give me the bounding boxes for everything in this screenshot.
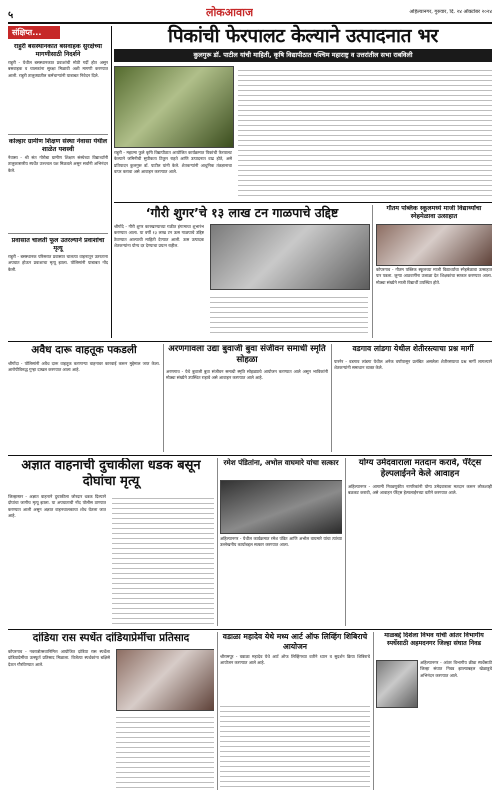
sidebar-item-body: राहुरी - येथील बसस्थानकात प्रवाशांची मोठी गर्दी होत असून बसवाहक व चालकांना सुरक्षा मिळावी अशी मागणी करण्यात आली. राहुरी तालुक्यातील कर्मचाऱ्यांनी याबाबत निवेदन दिले. <box>8 60 108 78</box>
column-divider <box>373 632 374 790</box>
story-voting-appeal <box>348 458 492 626</box>
story-aol-columns <box>220 702 370 788</box>
story-felicitation-photo <box>220 480 342 534</box>
lead-photo <box>114 66 234 148</box>
column-divider <box>372 205 373 338</box>
story-dandiya-body: कोपरगाव - नवरात्रोत्सवानिमित्त आयोजित दांडिया रास स्पर्धेला दांडियाप्रेमींचा उत्स्फूर्त प्रतिसाद मिळाला. विजेत्या स्पर्धकांना बक्षिसे देऊन गौरविण्यात आले. <box>8 649 110 667</box>
story-accident-columns <box>112 494 214 624</box>
story-vadgaon-headline: वडगाव लांडगा येथील शेतीरस्त्याचा प्रश्न मार्गी <box>352 344 474 353</box>
story-school-headline: गौतम पब्लिक स्कूलमध्ये माजी विद्यार्थ्यांचा स्नेहमेळावा उत्साहात <box>386 205 482 220</box>
story-dandiya-columns <box>116 713 214 788</box>
story-school <box>376 205 492 339</box>
section-rule <box>114 202 492 203</box>
story-liquor-body: श्रीगोंदा - पोलिसांनी अवैध दारू वाहतूक करणाऱ्या वाहनावर कारवाई करून मुद्देमाल जप्त केला. आरोपीविरुद्ध गुन्हा दाखल करण्यात आला आहे. <box>8 361 160 373</box>
lead-body: राहुरी - महात्मा फुले कृषि विद्यापीठात आयोजित कार्यक्रमात पिकांची फेरपालट केल्याने जमिनीची सुपीकता टिकून राहते आणि उत्पादनात वाढ होते, असे प्रतिपादन कुलगुरू डॉ. पाटील यांनी केले. शेतकऱ्यांनी आधुनिक तंत्रज्ञानाचा वापर करावा असे आवाहन करण्यात आले. <box>114 150 232 174</box>
story-gauri-columns <box>210 293 368 337</box>
story-sports-headline: माळबद्दे दिशेला विभव यांची आंतर विभागीय स्पर्धेसाठी अहमदनगर जिल्हा संघात निवड <box>384 632 484 647</box>
story-dandiya <box>8 632 214 790</box>
story-voting-headline: योग्य उमेदवाराला मतदान करावे, पॅरेंट्स हेल्पलाईनने केले आवाहन <box>358 458 482 479</box>
story-aol-body: श्रीरामपूर - वडाळा महादेव येथे आर्ट ऑफ लिव्हिंगच्या वतीने ध्यान व सुदर्शन क्रिया शिबिराचे आयोजन करण्यात आले आहे. <box>220 654 370 666</box>
lead-banner: पिकांची फेरपालट केल्याने उत्पादनात भर <box>167 25 439 47</box>
page-number: ५ <box>8 10 14 21</box>
divider <box>8 134 108 135</box>
story-dandiya-photo <box>116 649 214 711</box>
story-vadgaon-body: पारनेर - वडगाव लांडगा येथील अनेक वर्षांपासून प्रलंबित असलेला शेतीरस्त्याचा प्रश्न मार्गी लागल्याने शेतकऱ्यांनी समाधान व्यक्त केले. <box>334 359 492 371</box>
story-felicitation <box>220 458 342 626</box>
story-arangaon-body: अरणगाव - येथे बुवाजी बुवा संजीवन समाधी स्मृति सोहळ्याचे आयोजन करण्यात आले असून भाविकांनी मोठ्या संख्येने उपस्थित राहावे असे आवाहन करण्यात आले आहे. <box>166 369 328 381</box>
column-divider <box>163 344 164 452</box>
section-rule <box>8 629 492 630</box>
story-accident-headline: अज्ञात वाहनाची दुचाकीला धडक बसून दोघांचा मृत्यू <box>21 458 201 489</box>
story-vadgaon <box>334 344 492 452</box>
story-voting-body: अहिल्यानगर - आगामी निवडणुकीत नागरिकांनी योग्य उमेदवाराला मतदान करून लोकशाही बळकट करावी, असे आवाहन पॅरेंट्स हेल्पलाईनच्या वतीने करण्यात आले. <box>348 484 492 496</box>
column-divider <box>217 632 218 790</box>
lead-body-columns <box>238 66 492 198</box>
masthead-logo: लोकआवाज <box>206 6 254 19</box>
masthead <box>8 5 492 21</box>
story-arangaon-headline: अरणगावला उद्या बुवाजी बुवा संजीवन समाधी स्मृति सोहळा <box>168 344 326 365</box>
divider <box>8 233 108 234</box>
story-school-body: कोपरगाव - गौतम पब्लिक स्कूलच्या माजी विद्यार्थ्यांचा स्नेहमेळावा उत्साहात पार पडला. जुन्या आठवणींना उजाळा देत शिक्षकांचा सत्कार करण्यात आला. मोठ्या संख्येने माजी विद्यार्थी उपस्थित होते. <box>376 267 492 285</box>
story-felicitation-body: अहिल्यानगर - येथील कार्यक्रमात रमेश पंडित आणि अभोल वाघमारे यांचा त्यांच्या उल्लेखनीय कार्याबद्दल सत्कार करण्यात आला. <box>220 536 342 548</box>
sidebar-item-headline: प्रवासात चालती फूल उतरल्याने प्रवाशांचा मृत्यू <box>11 237 105 252</box>
sidebar-item <box>8 43 108 131</box>
sidebar-item-headline: कोल्हार ग्रामीण शिक्षण संस्था नेवासा येथील शाळेत यशस्वी <box>8 138 108 153</box>
story-sports-body: अहिल्यानगर - आंतर विभागीय क्रीडा स्पर्धेसाठी जिल्हा संघात निवड झाल्याबद्दल खेळाडूचे अभिनंदन करण्यात आले. <box>420 660 492 678</box>
story-gauri-photo <box>210 224 370 290</box>
lead-subhead-band <box>114 49 492 62</box>
story-arangaon <box>166 344 328 452</box>
story-gauri-body: श्रीगोंदे - गौरी शुगर कारखान्याच्या गळीत हंगामाचा शुभारंभ करण्यात आला. या वर्षी १३ लाख टन ऊस गाळपाचे उद्दिष्ट ठेवण्यात आल्याची माहिती देण्यात आली. ऊस उत्पादक शेतकऱ्यांना योग्य दर देण्याचा प्रयत्न राहील. <box>114 224 204 248</box>
story-gauri <box>114 205 370 339</box>
story-aol-headline: वडाळा महादेव येथे मध्य आर्ट ऑफ लिव्हिंग शिबिराचे आयोजन <box>222 632 368 651</box>
story-felicitation-headline: रमेश पंडितांना, अभोल वाघमारे यांचा सत्कार <box>223 458 339 467</box>
sidebar-item <box>8 138 108 230</box>
story-liquor-headline: अवैध दारू वाहतूक पकडली <box>31 344 137 356</box>
sidebar-item-body: नेवासा - श्री संत गोरोबा ग्रामीण शिक्षण संस्थेच्या विद्यार्थ्यांनी तालुकास्तरीय स्पर्धेत उज्ज्वल यश मिळवले असून सर्वांनी अभिनंदन केले. <box>8 155 108 173</box>
story-liquor <box>8 344 160 452</box>
story-school-photo <box>376 224 492 266</box>
lead-story <box>114 24 492 200</box>
story-art-of-living <box>220 632 370 790</box>
story-dandiya-headline: दांडिया रास स्पर्धेत दांडियाप्रेमींचा प्रतिसाद <box>32 632 190 644</box>
sidebar-item-body: राहुरी - बसस्थानक परिसरात प्रवासात चालत्या वाहनातून उतरताना अपघात होऊन प्रवाशाचा मृत्यू झाला. पोलिसांनी याबाबत नोंद केली. <box>8 254 108 272</box>
masthead-dateline: अहिल्यानगर, गुरुवार, दि. २४ ऑक्टोबर २०२४ <box>409 9 492 15</box>
story-sports-photo <box>376 660 418 708</box>
story-sports-selection <box>376 632 492 790</box>
sidebar <box>8 26 108 338</box>
sidebar-label: संक्षिप्त... <box>8 26 60 39</box>
column-divider <box>331 344 332 452</box>
section-rule <box>8 455 492 456</box>
column-divider <box>345 458 346 626</box>
sidebar-item-headline: राहुरी बसस्थानकात बसवाहक सुरक्षेच्या मागणीसाठी निदर्शने <box>13 43 102 58</box>
story-accident <box>8 458 214 626</box>
story-gauri-headline: ‘गौरी शुगर’चे १३ लाख टन गाळपाचे उद्दिष्ट <box>145 205 339 220</box>
column-divider <box>217 458 218 626</box>
sidebar-item <box>8 237 108 337</box>
sidebar-divider <box>111 26 112 338</box>
story-accident-body: जिल्हास्तर - अज्ञात वाहनाने दुचाकीला जोरदार धडक दिल्याने दोघांचा जागीच मृत्यू झाला. या अपघाताची नोंद पोलीस ठाण्यात करण्यात आली असून अज्ञात वाहनचालकाचा शोध घेतला जात आहे. <box>8 494 106 518</box>
lead-subhead: कुलगुरू डॉ. पाटील यांची माहिती, कृषि विद्यापीठात पश्चिम महाराष्ट्र व उत्तरांतील सभा राबविली <box>193 51 413 59</box>
section-rule <box>8 341 492 342</box>
